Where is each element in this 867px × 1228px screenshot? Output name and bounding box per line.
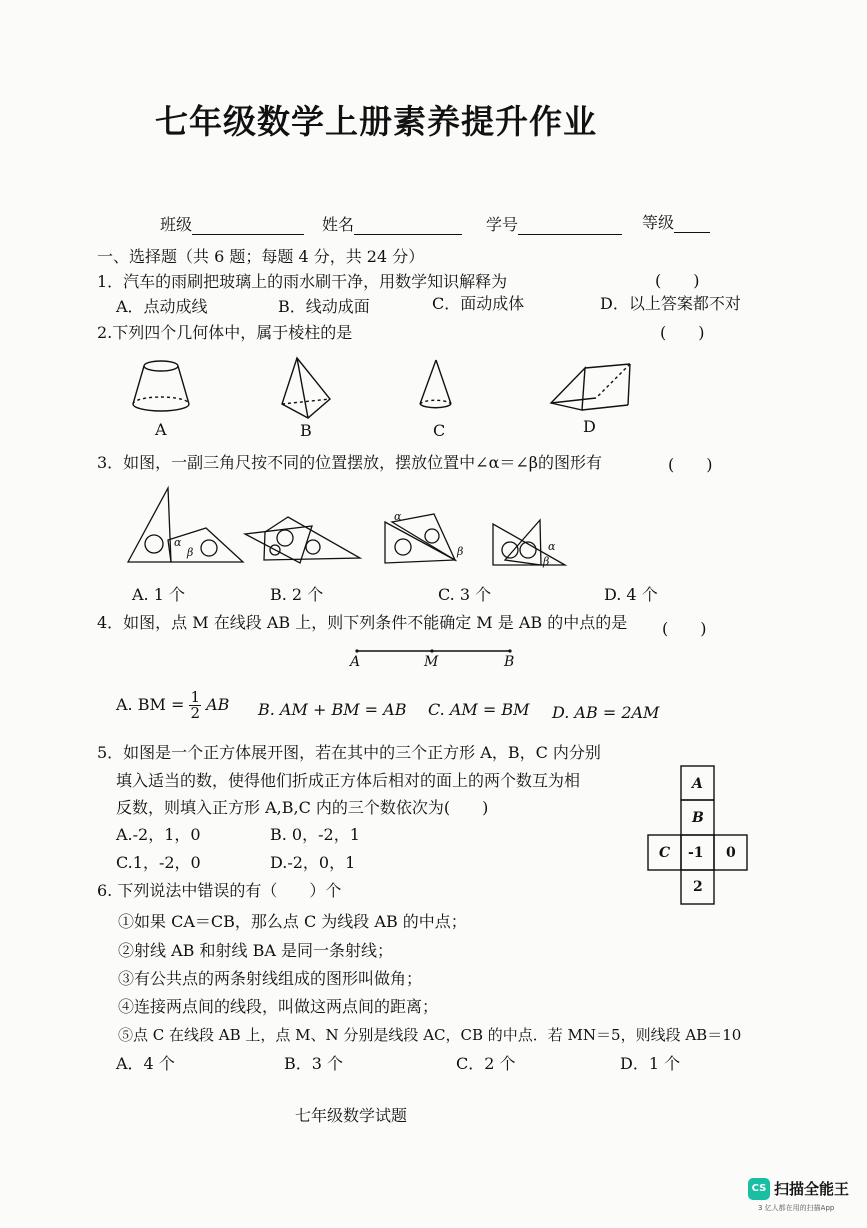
q5-line-3: 反数，则填入正方形 A,B,C 内的三个数依次为( ) <box>116 798 489 817</box>
q6-stem: 6. 下列说法中错误的有（ ）个 <box>97 881 342 900</box>
q4-stem: 4．如图，点 M 在线段 AB 上，则下列条件不能确定 M 是 AB 的中点的是 <box>97 613 628 632</box>
q6-option-a: A．4 个 <box>116 1054 175 1073</box>
q3-fig2 <box>245 517 360 563</box>
q2-label-c: C <box>433 421 446 440</box>
q5-option-b: B. 0，-2，1 <box>270 825 360 844</box>
q1-answer-paren[interactable]: ( ) <box>655 271 700 290</box>
prism-shape <box>551 364 630 410</box>
q5-option-c: C.1，-2，0 <box>116 853 201 872</box>
q4-option-b: B. AM + BM = AB <box>258 700 407 719</box>
q3-option-a: A. 1 个 <box>132 585 185 604</box>
q5-line-1: 5．如图是一个正方体展开图，若在其中的三个正方形 A，B，C 内分别 <box>97 743 601 762</box>
field-id <box>486 215 622 235</box>
q6-option-b: B．3 个 <box>284 1054 344 1073</box>
net-cell-center: -1 <box>688 845 704 861</box>
q3-fig1 <box>128 488 243 562</box>
net-cell-c: C <box>659 845 671 861</box>
pyramid-shape <box>282 358 330 418</box>
field-id-blank[interactable] <box>518 218 622 235</box>
scanner-tagline: 3 亿人都在用的扫描App <box>758 1204 835 1212</box>
q4-fraction <box>189 690 201 721</box>
field-grade-label: 等级 <box>642 213 675 232</box>
q2-label-b: B <box>300 421 312 440</box>
q4-fraction-den: 2 <box>190 704 200 722</box>
q4-option-a-suffix: AB <box>206 695 230 714</box>
q4-point-m: M <box>424 654 439 670</box>
q3-option-c: C. 3 个 <box>438 585 492 604</box>
q3-answer-paren[interactable]: ( ) <box>668 455 713 474</box>
q4-option-a <box>116 690 229 721</box>
q4-option-d: D. AB = 2AM <box>552 703 660 722</box>
field-class <box>160 215 304 235</box>
q6-statement-3: ③有公共点的两条射线组成的图形叫做角； <box>118 969 423 988</box>
q4-option-a-prefix: A. BM = <box>116 695 185 714</box>
q1-stem: 1．汽车的雨刷把玻璃上的雨水刷干净，用数学知识解释为 <box>97 272 508 291</box>
q3-fig1-alpha: α <box>174 536 182 549</box>
q6-option-d: D．1 个 <box>620 1054 681 1073</box>
q3-fig1-beta: β <box>187 546 194 559</box>
field-name <box>322 215 462 235</box>
field-name-blank[interactable] <box>354 218 462 235</box>
q6-statement-2: ②射线 AB 和射线 BA 是同一条射线； <box>118 941 393 960</box>
field-grade-blank[interactable] <box>674 216 710 233</box>
q3-fig4-beta: β <box>543 555 550 568</box>
q4-point-a: A <box>350 654 361 670</box>
q1-option-d: D．以上答案都不对 <box>600 294 741 313</box>
q2-answer-paren[interactable]: ( ) <box>660 323 705 342</box>
q6-option-c: C．2 个 <box>456 1054 516 1073</box>
net-cell-b: B <box>692 810 704 826</box>
net-cell-right: 0 <box>726 845 736 861</box>
scanner-name: 扫描全能王 <box>774 1180 850 1198</box>
q3-option-b: B. 2 个 <box>270 585 324 604</box>
q5-option-d: D.-2，0，1 <box>270 853 356 872</box>
q4-point-b: B <box>504 654 515 670</box>
q1-option-b: B．线动成面 <box>278 297 370 316</box>
q4-fraction-num: 1 <box>190 688 200 706</box>
field-id-label: 学号 <box>486 215 519 234</box>
q3-option-d: D. 4 个 <box>604 585 658 604</box>
q5-option-a: A.-2，1，0 <box>116 825 201 844</box>
q1-option-a: A．点动成线 <box>116 297 208 316</box>
q5-line-2: 填入适当的数，使得他们折成正方体后相对的面上的两个数互为相 <box>116 771 581 790</box>
field-class-label: 班级 <box>160 215 193 234</box>
q2-label-a: A <box>155 420 167 439</box>
frustum-shape <box>133 361 189 411</box>
q6-statement-4: ④连接两点间的线段，叫做这两点间的距离； <box>118 997 439 1016</box>
q3-fig3-beta: β <box>457 545 464 558</box>
section-heading: 一、选择题（共 6 题；每题 4 分，共 24 分） <box>97 247 425 266</box>
q2-label-d: D <box>583 417 596 436</box>
q3-fig4-alpha: α <box>548 540 556 553</box>
cone-shape <box>420 360 451 408</box>
q4-answer-paren[interactable]: ( ) <box>662 619 707 638</box>
field-class-blank[interactable] <box>192 218 304 235</box>
q2-stem: 2.下列四个几何体中，属于棱柱的是 <box>97 323 353 342</box>
field-grade <box>642 213 710 233</box>
q1-option-c: C．面动成体 <box>432 294 525 313</box>
q3-fig3-alpha: α <box>394 510 402 523</box>
page-title: 七年级数学上册素养提升作业 <box>155 102 597 141</box>
q3-stem: 3．如图，一副三角尺按不同的位置摆放，摆放位置中∠α＝∠β的图形有 <box>97 453 603 472</box>
page-footer: 七年级数学试题 <box>295 1106 408 1125</box>
scanner-logo-icon: CS <box>748 1178 770 1200</box>
q6-statement-5: ⑤点 C 在线段 AB 上，点 M、N 分别是线段 AC，CB 的中点．若 MN＝5，则线段 AB＝10 <box>118 1026 742 1044</box>
net-cell-a: A <box>692 776 703 792</box>
q6-statement-1: ①如果 CA＝CB，那么点 C 为线段 AB 的中点； <box>118 912 467 931</box>
net-cell-bottom: 2 <box>693 879 703 895</box>
q4-option-c: C. AM = BM <box>428 700 530 719</box>
field-name-label: 姓名 <box>322 215 355 234</box>
